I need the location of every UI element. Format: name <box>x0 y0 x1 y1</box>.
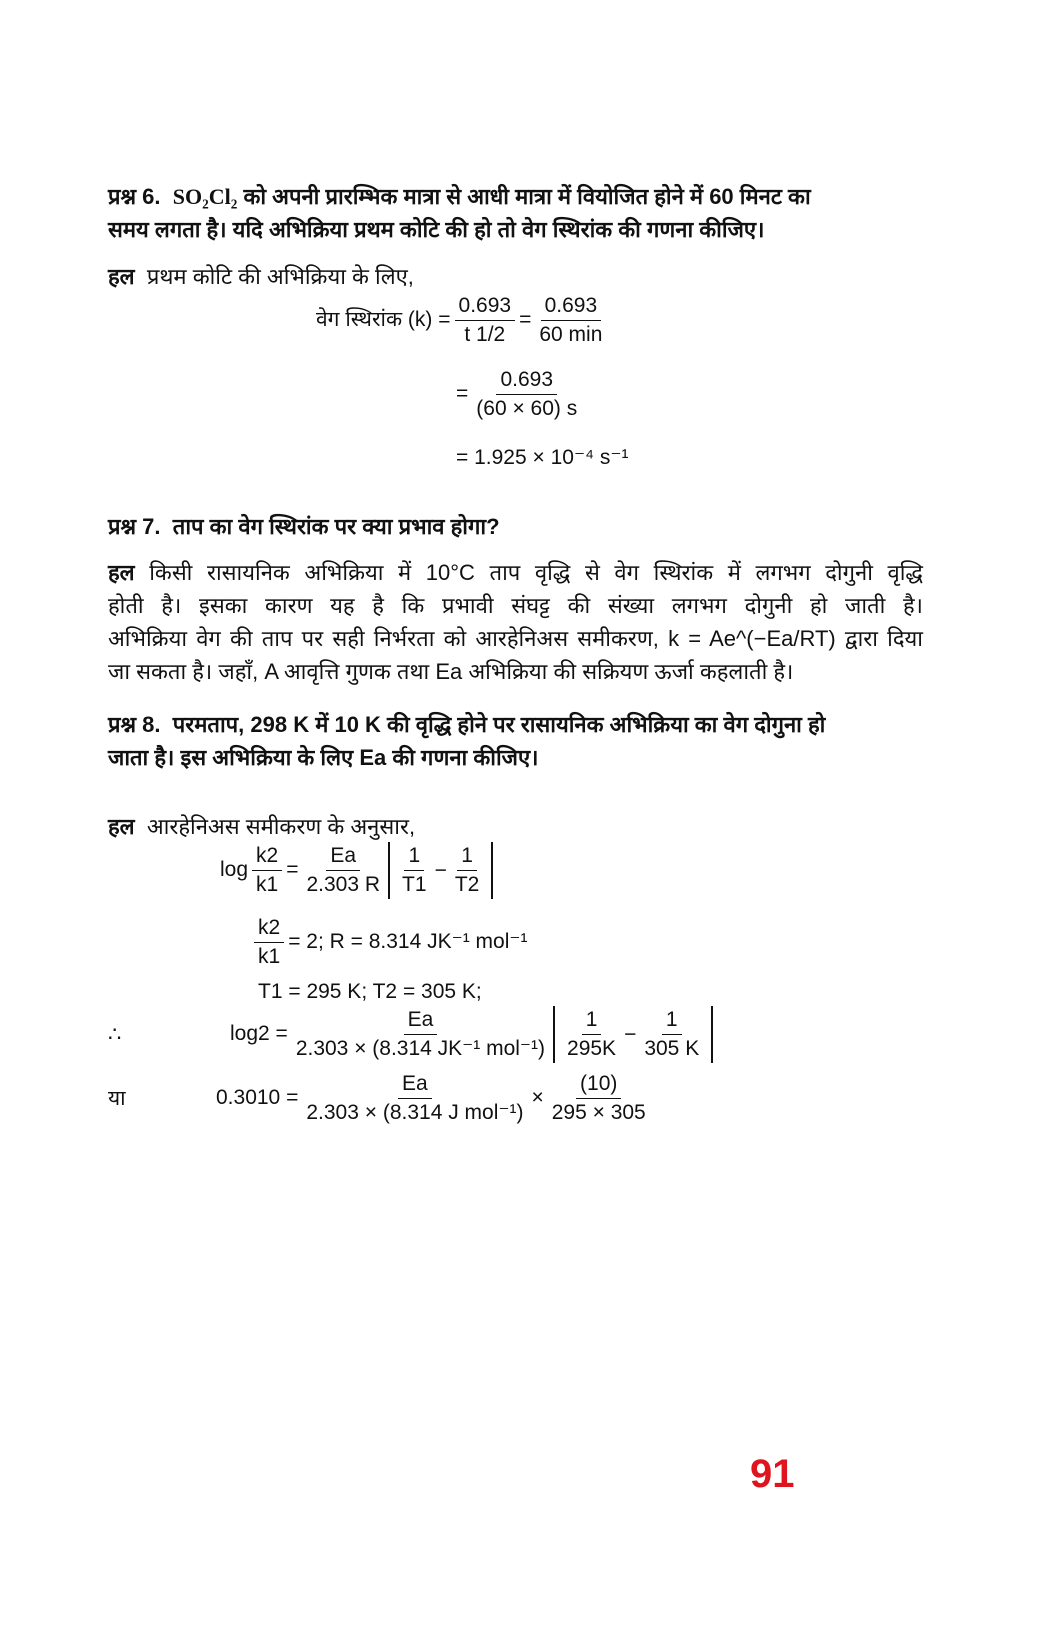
denominator: T1 <box>402 873 427 896</box>
numerator: 1 <box>457 842 477 871</box>
denominator: (60 × 60) s <box>476 397 578 420</box>
solution-label: हल <box>108 264 135 289</box>
text-line: जाता है। इस अभिक्रिया के लिए Ea की गणना कीजिए। <box>108 745 539 770</box>
equation-k-step2: = $\frac{0.693}{(60 \times 60) s}$ <box>456 366 585 423</box>
numerator: (10) <box>576 1070 621 1099</box>
log: log <box>220 858 249 882</box>
solution-8 <box>108 810 415 844</box>
numerator: Ea <box>326 842 360 871</box>
denominator: 295K <box>567 1037 617 1060</box>
text-line: प्रथम कोटि की अभिक्रिया के लिए, <box>146 264 414 289</box>
denominator: 2.303 × (8.314 J mol⁻¹) <box>306 1101 524 1124</box>
page-number: 91 <box>750 1452 795 1496</box>
therefore-symbol: ∴ <box>108 1023 122 1046</box>
numerator: 1 <box>662 1006 682 1035</box>
text-line: परमताप, 298 K में 10 K की वृद्धि होने पर रासायनिक अभिक्रिया का वेग दोगुना हो <box>172 712 826 737</box>
numerator: k2 <box>254 914 284 943</box>
numerator: 1 <box>404 842 424 871</box>
eq-lhs: 0.3010 = <box>216 1086 299 1110</box>
log2-equation: log2 = $\frac{Ea}{\text{2.303 × (8.314 JK⁻¹ mol⁻¹)}}$ $\frac{1}{295K}$ − $\frac{1}{305 K}$ <box>230 1006 713 1063</box>
numerator: 0.693 <box>496 366 557 395</box>
eq-lhs: वेग स्थिरांक (k) = <box>316 308 451 332</box>
denominator: k1 <box>256 873 279 896</box>
eq-text: = 2; R = 8.314 JK⁻¹ mol⁻¹ <box>288 930 528 954</box>
numerator: 0.693 <box>455 292 516 321</box>
equation-result: = 1.925 × 10⁻⁴ s⁻¹ <box>456 446 629 469</box>
text-line: होती है। इसका कारण यह है कि प्रभावी संघट्ट की संख्या लगभग दोगुनी हो जाती है। <box>108 593 923 618</box>
numerator: Ea <box>398 1070 432 1099</box>
numerator: 1 <box>582 1006 602 1035</box>
numerator: 0.693 <box>541 292 602 321</box>
text-line: आरहेनिअस समीकरण के अनुसार, <box>146 814 416 839</box>
ratio-equation <box>250 914 527 971</box>
text-line: को अपनी प्रारम्भिक मात्रा से आधी मात्रा में वियोजित होने में 60 मिनट का <box>243 184 811 209</box>
text-line: किसी रासायनिक अभिक्रिया में 10°C ताप वृद्धि से वेग स्थिरांक में लगभग दोगुनी वृद्धि <box>149 560 923 585</box>
solution-7-line1 <box>108 556 923 590</box>
solution-6 <box>108 260 414 294</box>
solution-label: हल <box>108 560 135 585</box>
denominator: 2.303 × (8.314 JK⁻¹ mol⁻¹) <box>295 1037 546 1060</box>
final-equation <box>216 1070 654 1127</box>
question-label: प्रश्न 7. <box>108 514 161 539</box>
question-label: प्रश्न 8. <box>108 712 161 737</box>
question-7 <box>108 510 500 544</box>
denominator: 2.303 R <box>306 873 381 896</box>
eq-lhs: log2 = <box>230 1022 288 1046</box>
times: × <box>531 1086 544 1110</box>
formula: SO₂Cl₂ <box>172 184 238 209</box>
or-label: या <box>108 1087 126 1110</box>
numerator: k2 <box>252 842 282 871</box>
text-line: ताप का वेग स्थिरांक पर क्या प्रभाव होगा? <box>172 514 500 539</box>
solution-label: हल <box>108 814 135 839</box>
denominator: 295 × 305 <box>551 1101 646 1124</box>
arrhenius-equation: log $\frac{k2}{k1}$ = $\frac{Ea}{2.303 R}$ $\frac{1}{T1}$ − $\frac{1}{T2}$ <box>220 842 493 899</box>
denominator: k1 <box>258 945 281 968</box>
numerator: Ea <box>404 1006 438 1035</box>
denominator: 60 min <box>539 323 603 346</box>
question-6 <box>108 180 811 214</box>
text-line: जा सकता है। जहाँ, A आवृत्ति गुणक तथा Ea अभिक्रिया की सक्रियण ऊर्जा कहलाती है। <box>108 659 794 684</box>
denominator: T2 <box>454 873 480 896</box>
denominator: 305 K <box>644 1037 700 1060</box>
text-line: समय लगता है। यदि अभिक्रिया प्रथम कोटि की हो तो वेग स्थिरांक की गणना कीजिए। <box>108 217 765 242</box>
text-line: अभिक्रिया वेग की ताप पर सही निर्भरता को आरहेनिअस समीकरण, k = Ae^(−Ea/RT) द्वारा दिया <box>108 626 923 651</box>
question-label: प्रश्न 6. <box>108 184 161 209</box>
temperatures: T1 = 295 K; T2 = 305 K; <box>258 980 482 1003</box>
question-8 <box>108 708 825 742</box>
equation-k: वेग स्थिरांक (k) = $\frac{0.693}{t 1/2}$ = $\frac{0.693}{60 \min}$ <box>316 292 610 349</box>
denominator: t 1/2 <box>464 323 506 346</box>
